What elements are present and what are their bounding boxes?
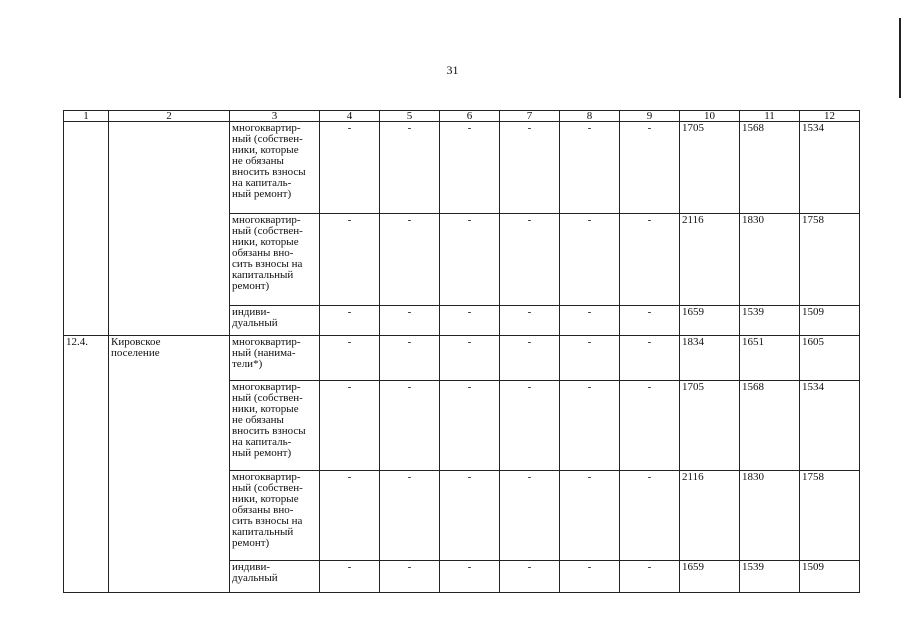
value-cell: - xyxy=(560,561,620,593)
value-cell: - xyxy=(380,561,440,593)
column-header: 6 xyxy=(440,111,500,122)
column-header: 11 xyxy=(740,111,800,122)
value-cell: 1509 xyxy=(800,306,860,336)
value-cell: - xyxy=(380,122,440,214)
value-cell: - xyxy=(320,306,380,336)
value-cell: - xyxy=(560,306,620,336)
value-cell: - xyxy=(500,561,560,593)
value-cell: - xyxy=(500,336,560,381)
value-cell: - xyxy=(320,561,380,593)
value-cell: - xyxy=(620,122,680,214)
value-cell: - xyxy=(440,214,500,306)
value-cell: - xyxy=(620,214,680,306)
value-cell: - xyxy=(380,306,440,336)
value-cell: - xyxy=(440,381,500,471)
value-cell: - xyxy=(620,336,680,381)
value-cell: - xyxy=(440,561,500,593)
value-cell: 1568 xyxy=(740,381,800,471)
housing-type-cell: индиви- дуальный xyxy=(230,561,320,593)
housing-type-cell: многоквартир- ный (собствен- ники, которые обязаны вно- сить взносы на капитальный ремонт) xyxy=(230,214,320,306)
value-cell: 1534 xyxy=(800,381,860,471)
value-cell: - xyxy=(380,336,440,381)
value-cell: - xyxy=(320,214,380,306)
value-cell: 1509 xyxy=(800,561,860,593)
value-cell: 1758 xyxy=(800,214,860,306)
value-cell: - xyxy=(440,306,500,336)
area-name-cell xyxy=(109,122,230,336)
value-cell: - xyxy=(620,561,680,593)
housing-type-cell: многоквартир- ный (собствен- ники, которые не обязаны вносить взносы на капиталь- ный ремонт) xyxy=(230,122,320,214)
housing-type-cell: многоквартир- ный (нанима- тели*) xyxy=(230,336,320,381)
page-number: 31 xyxy=(446,63,459,77)
value-cell: - xyxy=(320,471,380,561)
column-header: 3 xyxy=(230,111,320,122)
value-cell: - xyxy=(320,381,380,471)
value-cell: 1568 xyxy=(740,122,800,214)
value-cell: 1758 xyxy=(800,471,860,561)
value-cell: - xyxy=(500,471,560,561)
housing-type-cell: многоквартир- ный (собствен- ники, которые не обязаны вносить взносы на капиталь- ный ремонт) xyxy=(230,381,320,471)
value-cell: - xyxy=(620,381,680,471)
value-cell: - xyxy=(560,336,620,381)
column-header: 8 xyxy=(560,111,620,122)
value-cell: - xyxy=(560,471,620,561)
value-cell: - xyxy=(440,122,500,214)
value-cell: 1651 xyxy=(740,336,800,381)
column-header: 1 xyxy=(64,111,109,122)
column-header: 5 xyxy=(380,111,440,122)
column-header: 4 xyxy=(320,111,380,122)
value-cell: - xyxy=(500,306,560,336)
row-code-cell: 12.4. xyxy=(64,336,109,593)
housing-type-cell: многоквартир- ный (собствен- ники, которые обязаны вно- сить взносы на капитальный ремонт) xyxy=(230,471,320,561)
value-cell: 1539 xyxy=(740,561,800,593)
column-header: 10 xyxy=(680,111,740,122)
column-header: 7 xyxy=(500,111,560,122)
value-cell: - xyxy=(620,306,680,336)
value-cell: - xyxy=(500,214,560,306)
tariff-table xyxy=(63,110,860,593)
value-cell: 1830 xyxy=(740,471,800,561)
value-cell: - xyxy=(320,336,380,381)
value-cell: - xyxy=(320,122,380,214)
value-cell: 1705 xyxy=(680,381,740,471)
row-code-cell xyxy=(64,122,109,336)
value-cell: - xyxy=(560,122,620,214)
column-header: 2 xyxy=(109,111,230,122)
value-cell: 1705 xyxy=(680,122,740,214)
value-cell: - xyxy=(620,471,680,561)
value-cell: - xyxy=(380,471,440,561)
value-cell: 1659 xyxy=(680,306,740,336)
value-cell: 2116 xyxy=(680,214,740,306)
value-cell: 1605 xyxy=(800,336,860,381)
value-cell: 1539 xyxy=(740,306,800,336)
scan-edge-mark xyxy=(899,18,901,98)
value-cell: 1659 xyxy=(680,561,740,593)
column-header: 12 xyxy=(800,111,860,122)
value-cell: - xyxy=(560,381,620,471)
housing-type-cell: индиви- дуальный xyxy=(230,306,320,336)
value-cell: 1830 xyxy=(740,214,800,306)
table-row xyxy=(64,336,860,381)
value-cell: - xyxy=(380,381,440,471)
value-cell: - xyxy=(440,471,500,561)
column-header: 9 xyxy=(620,111,680,122)
value-cell: - xyxy=(500,122,560,214)
area-name-cell: Кировское поселение xyxy=(109,336,230,593)
column-number-row xyxy=(64,111,860,122)
value-cell: - xyxy=(440,336,500,381)
value-cell: - xyxy=(560,214,620,306)
value-cell: - xyxy=(500,381,560,471)
value-cell: 1534 xyxy=(800,122,860,214)
value-cell: 1834 xyxy=(680,336,740,381)
table-row xyxy=(64,122,860,214)
value-cell: - xyxy=(380,214,440,306)
value-cell: 2116 xyxy=(680,471,740,561)
